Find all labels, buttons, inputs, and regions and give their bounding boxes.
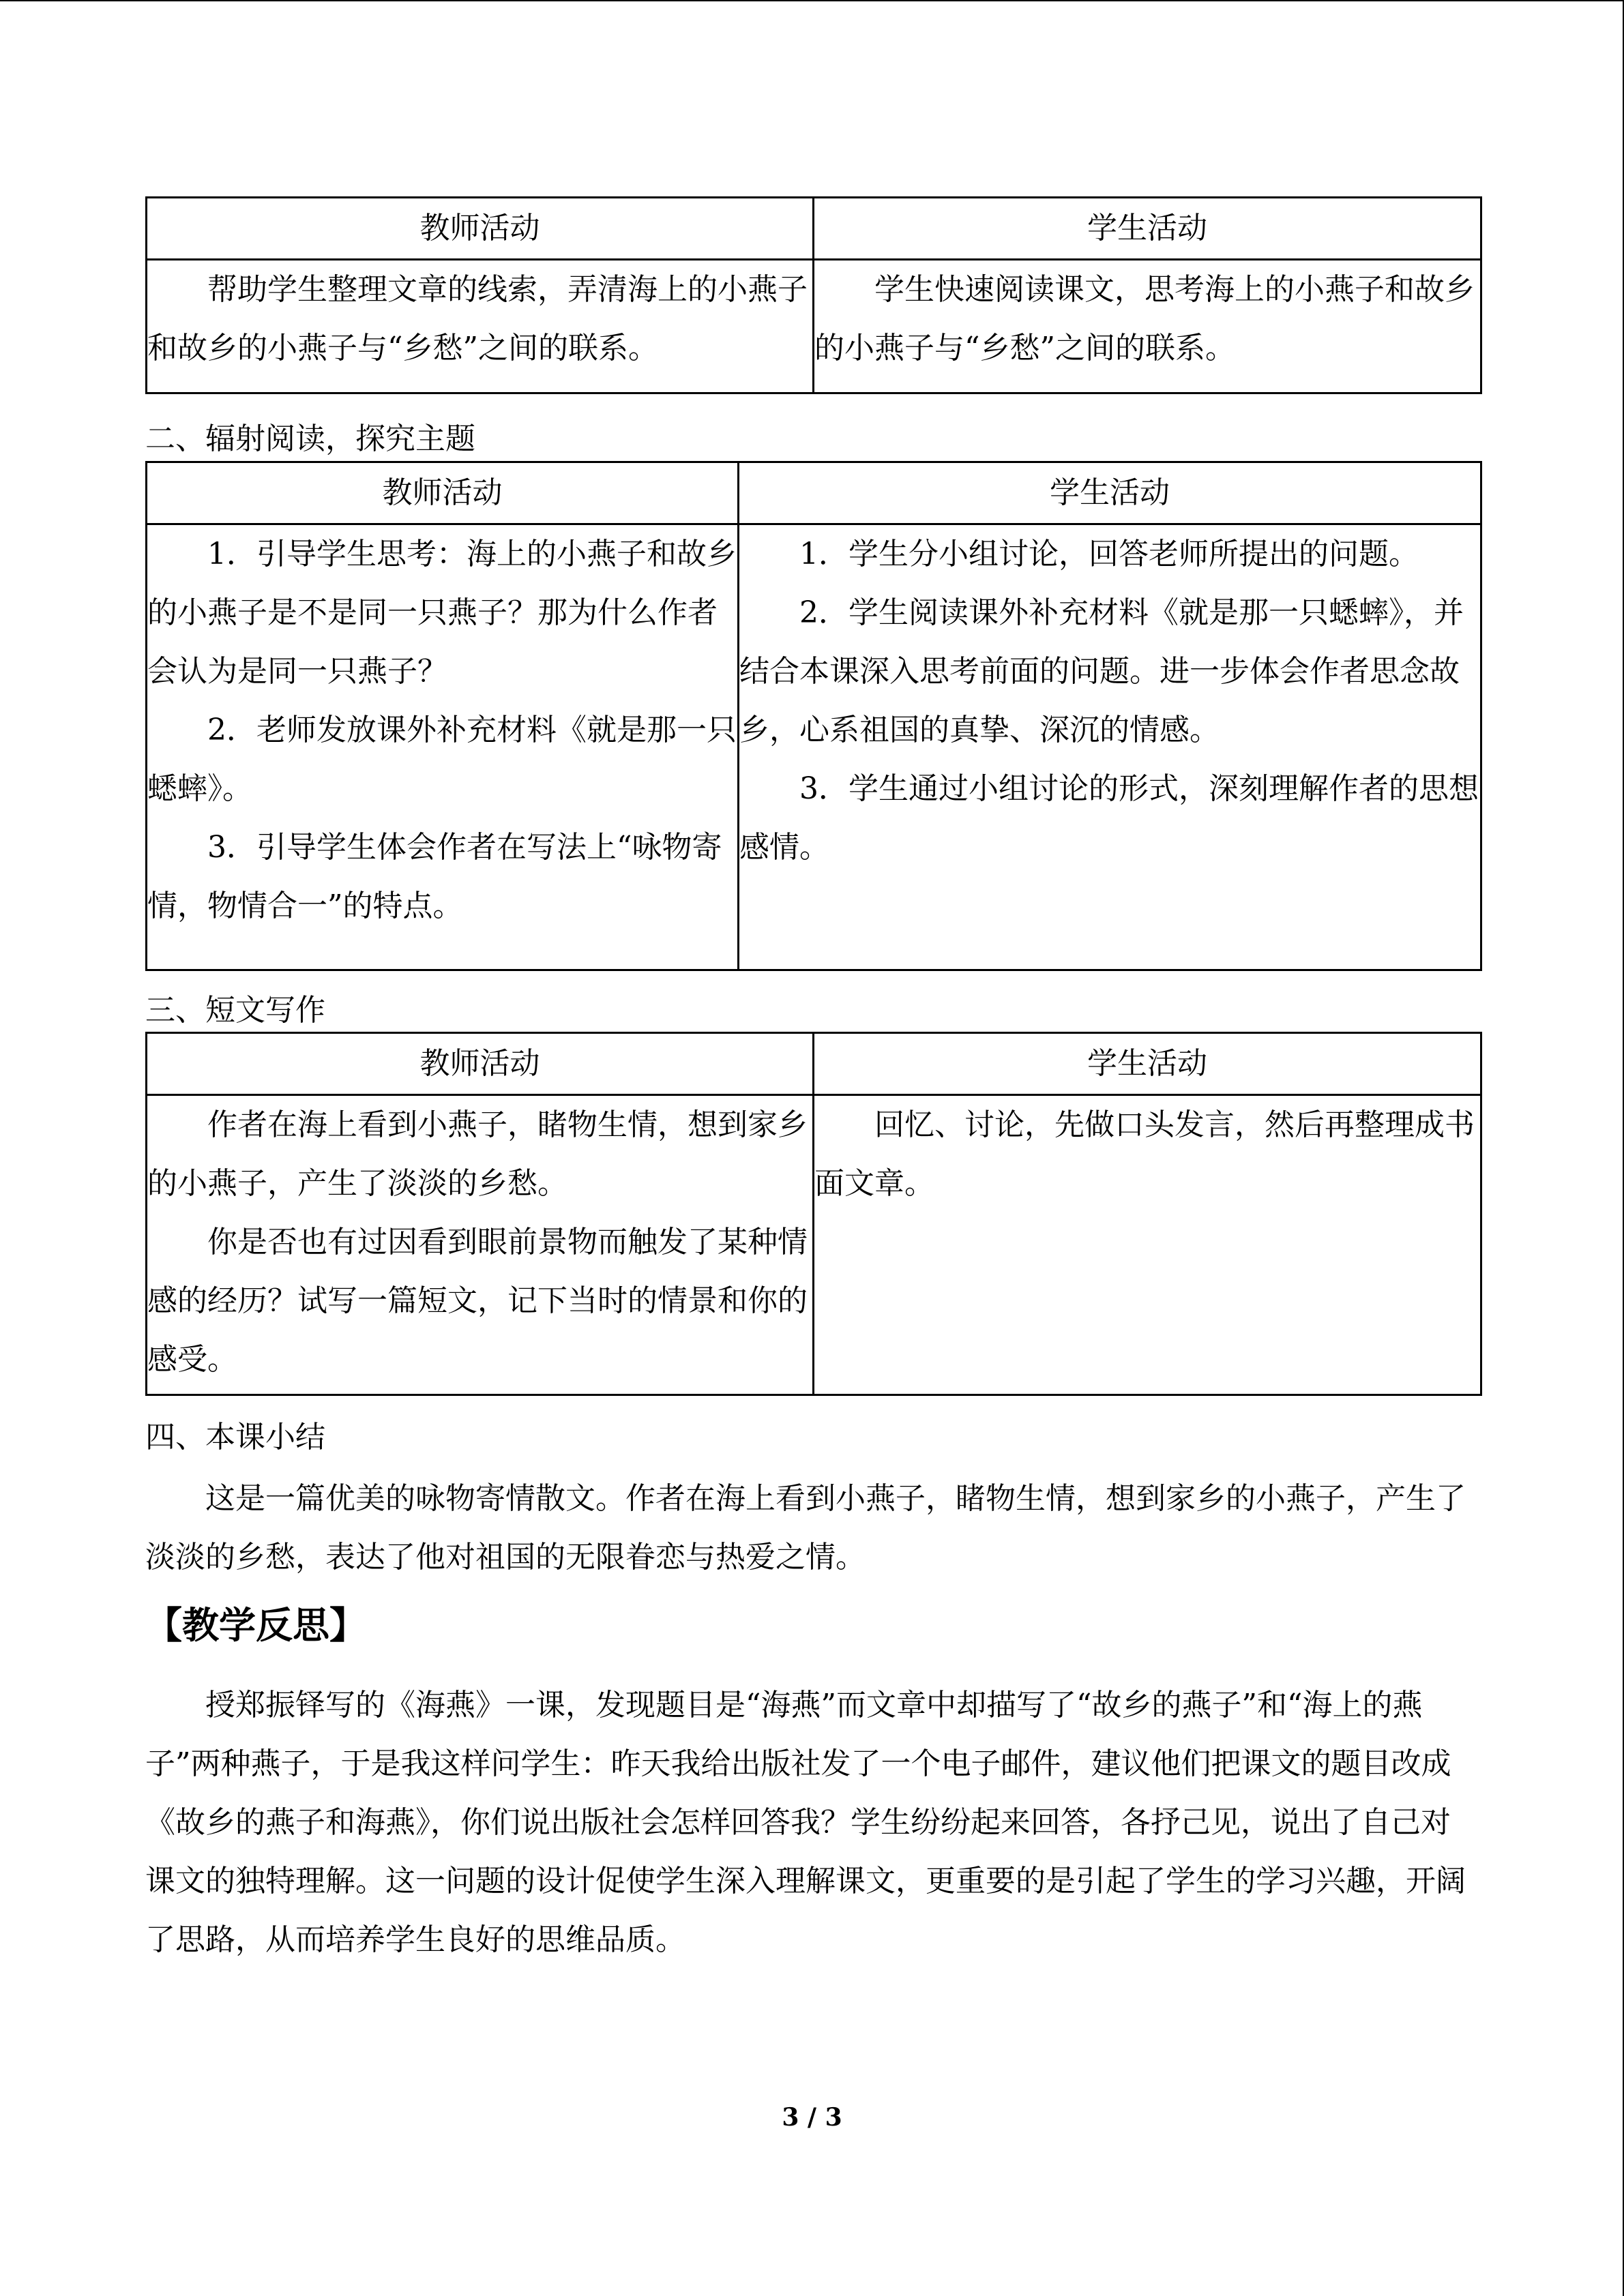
student-activity-item: 回忆、讨论，先做口头发言，然后再整理成书面文章。 [814,1107,1475,1201]
teacher-activity-item: 你是否也有过因看到眼前景物而触发了某种情感的经历？试写一篇短文，记下当时的情景和你的感受。 [147,1225,808,1377]
teacher-activity-text: 帮助学生整理文章的线索，弄清海上的小燕子和故乡的小燕子与“乡愁”之间的联系。 [147,272,808,366]
student-activity-cell [814,260,1481,393]
header-student-activity: 学生活动 [814,198,1481,260]
reflection-title: 【教学反思】 [145,1603,366,1647]
page-number: 3 / 3 [782,2103,842,2132]
section-title-4: 四、本课小结 [145,1420,325,1455]
student-activity-cell [814,1095,1481,1395]
section-title-3: 三、短文写作 [145,993,325,1028]
teacher-activity-item: 作者在海上看到小燕子，睹物生情，想到家乡的小燕子，产生了淡淡的乡愁。 [147,1107,808,1201]
student-activity-item: 3．学生通过小组讨论的形式，深刻理解作者的思想感情。 [739,771,1479,865]
activity-table-3 [145,1032,1482,1396]
student-activity-cell [739,524,1481,970]
reflection-paragraph: 授郑振铎写的《海燕》一课，发现题目是“海燕”而文章中却描写了“故乡的燕子”和“海上的燕子”两种燕子，于是我这样问学生：昨天我给出版社发了一个电子邮件，建议他们把课文的题目改成《故乡的燕子和海燕》，你们说出版社会怎样回答我？学生纷纷起来回答，各抒己见，说出了自己对课文的独特理解。这一问题的设计促使学生深入理解课文，更重要的是引起了学生的学习兴趣，开阔了思路，从而培养学生良好的思维品质。 [145,1688,1466,1957]
header-student-activity: 学生活动 [739,462,1481,524]
teacher-activity-item: 2．老师发放课外补充材料《就是那一只蟋蟀》。 [147,713,737,806]
activity-table-1 [145,196,1482,394]
teacher-activity-item: 1．引导学生思考：海上的小燕子和故乡的小燕子是不是同一只燕子？那为什么作者会认为是同一只燕子？ [147,537,737,689]
activity-table-2 [145,461,1482,971]
teacher-activity-cell [147,260,814,393]
section-title-2: 二、辐射阅读，探究主题 [145,421,475,456]
header-teacher-activity: 教师活动 [147,1033,814,1095]
header-student-activity: 学生活动 [814,1033,1481,1095]
teacher-activity-cell [147,524,739,970]
teacher-activity-item: 3．引导学生体会作者在写法上“咏物寄情，物情合一”的特点。 [147,830,722,923]
header-teacher-activity: 教师活动 [147,198,814,260]
student-activity-item: 2．学生阅读课外补充材料《就是那一只蟋蟀》，并结合本课深入思考前面的问题。进一步体会作者思念故乡，心系祖国的真挚、深沉的情感。 [739,595,1464,747]
student-activity-item: 1．学生分小组讨论，回答老师所提出的问题。 [799,537,1419,571]
teacher-activity-cell [147,1095,814,1395]
student-activity-text: 学生快速阅读课文，思考海上的小燕子和故乡的小燕子与“乡愁”之间的联系。 [814,272,1475,366]
header-teacher-activity: 教师活动 [147,462,739,524]
summary-paragraph: 这是一篇优美的咏物寄情散文。作者在海上看到小燕子，睹物生情，想到家乡的小燕子，产生了淡淡的乡愁，表达了他对祖国的无限眷恋与热爱之情。 [145,1481,1466,1575]
